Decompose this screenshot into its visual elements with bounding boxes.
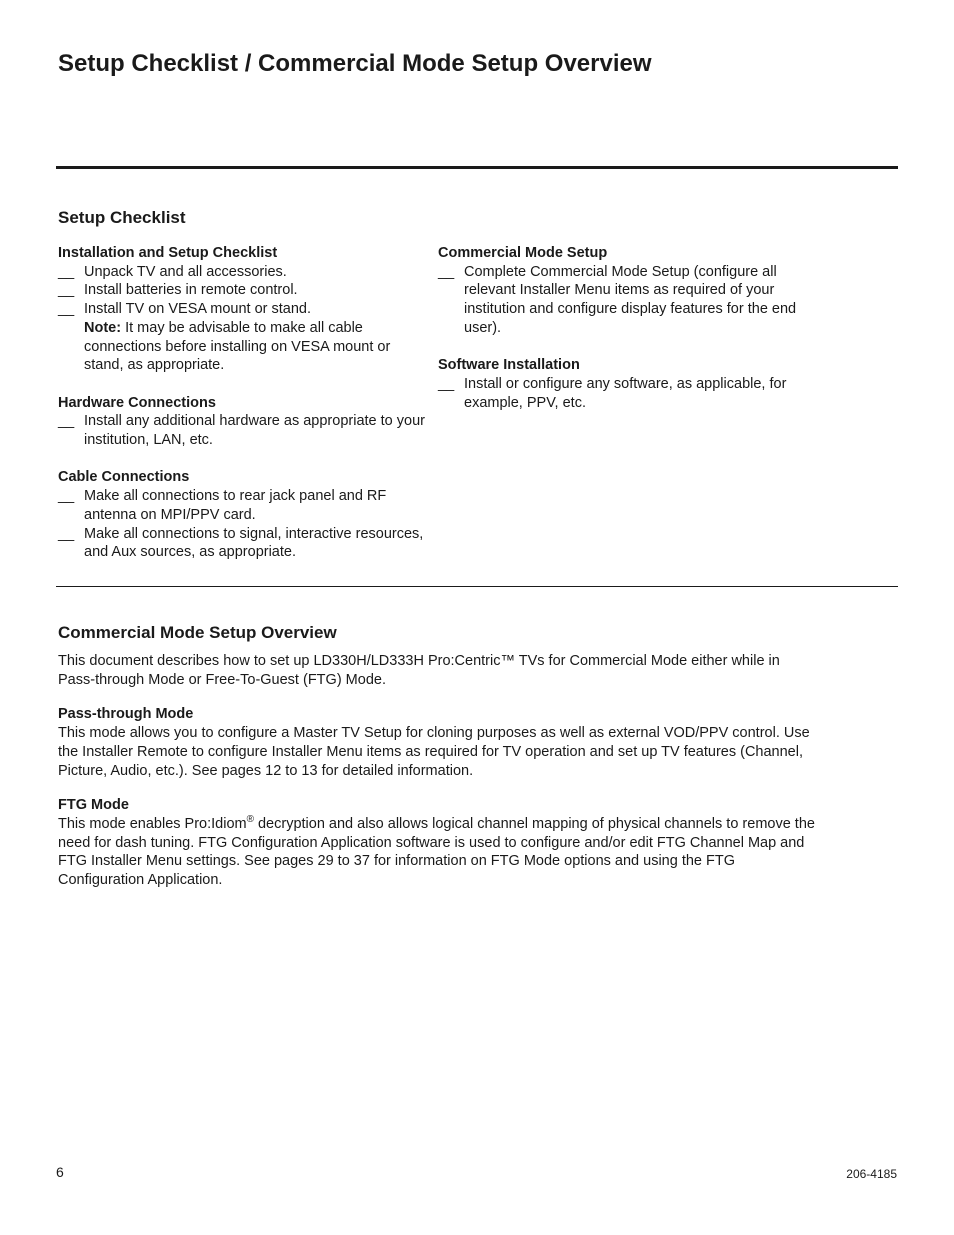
header-divider [56, 166, 898, 169]
checklist-item-text: Unpack TV and all accessories. [84, 263, 287, 280]
software-group [438, 356, 800, 412]
hardware-heading: Hardware Connections [58, 394, 216, 411]
checklist-item [58, 300, 428, 319]
checklist-item-text: Install TV on VESA mount or stand. [84, 301, 312, 318]
checklist-item-text: Make all connections to rear jack panel and RF antenna on MPI/PPV card. [84, 488, 387, 523]
overview-title: Commercial Mode Setup Overview [58, 623, 337, 642]
ftg-text-end: decryption and also allows logical channel mapping of physical channels to remove the need for dash tuning. FTG Configuration Application software is used to configure and/or edit FTG Channel Map and FTG Installer Menu settings. See pages 29 to 37 for information on FTG Mode options and using the FTG Configuration Application. [58, 815, 815, 889]
checkbox-blank: __ [58, 301, 75, 318]
note-label: Note: [84, 319, 122, 336]
checklist-item [58, 281, 428, 300]
checklist-left-column [58, 244, 428, 581]
checklist-item [58, 412, 428, 449]
passthrough-heading: Pass-through Mode [58, 706, 194, 723]
checklist-item-text: Complete Commercial Mode Setup (configure all relevant Installer Menu items as required of your institution and configure display features for the end user). [464, 263, 797, 336]
cable-group [58, 468, 428, 562]
passthrough-text: This mode allows you to configure a Master TV Setup for cloning purposes as well as external VOD/PPV control. Use the Installer Remote to configure Installer Menu items as required for TV operation and set up TV features (Channel, Picture, Audio, etc.). See pages 12 to 13 for detailed information. [58, 725, 810, 779]
checkbox-blank: __ [58, 525, 75, 542]
checklist-item-text: Make all connections to signal, interactive resources, and Aux sources, as appropriate. [84, 525, 424, 561]
document-number: 206-4185 [846, 1167, 897, 1181]
commercial-heading: Commercial Mode Setup [438, 245, 608, 261]
installation-group [58, 244, 428, 375]
checklist-item [438, 263, 800, 338]
checklist-right-column [438, 244, 800, 431]
page-number: 6 [56, 1164, 64, 1180]
installation-heading: Installation and Setup Checklist [58, 245, 278, 261]
checklist-item-text: Install or configure any software, as applicable, for example, PPV, etc. [464, 375, 787, 411]
checkbox-blank: __ [58, 488, 75, 505]
setup-checklist-title: Setup Checklist [58, 208, 186, 227]
ftg-heading: FTG Mode [58, 797, 129, 814]
installation-note [58, 319, 428, 375]
checkbox-blank: __ [438, 375, 455, 392]
overview-intro: This document describes how to set up LD330H/LD333H Pro:Centric™ TVs for Commercial Mode either while in Pass-through Mode or Free-To-Guest (FTG) Mode. [58, 653, 780, 688]
commercial-group [438, 244, 800, 338]
checkbox-blank: __ [438, 263, 455, 280]
section-divider [56, 586, 898, 587]
checklist-item-text: Install any additional hardware as appropriate to your institution, LAN, etc. [84, 413, 425, 449]
ftg-text-start: This mode enables Pro:Idiom [58, 815, 247, 832]
note-text: It may be advisable to make all cable connections before installing on VESA mount or stand, as appropriate. [84, 319, 391, 374]
registered-mark: ® [246, 814, 254, 826]
checkbox-blank: __ [58, 263, 75, 280]
ftg-text [58, 815, 818, 890]
cable-heading: Cable Connections [58, 469, 190, 486]
software-heading: Software Installation [438, 357, 580, 374]
hardware-group [58, 394, 428, 450]
checkbox-blank: __ [58, 413, 75, 430]
page-title: Setup Checklist / Commercial Mode Setup Overview [58, 50, 652, 77]
checklist-item [438, 375, 800, 412]
checklist-item [58, 525, 428, 562]
checkbox-blank: __ [58, 282, 75, 299]
checklist-item [58, 487, 428, 524]
checklist-item [58, 263, 428, 282]
overview-body [58, 652, 818, 890]
checklist-item-text: Install batteries in remote control. [84, 282, 298, 299]
